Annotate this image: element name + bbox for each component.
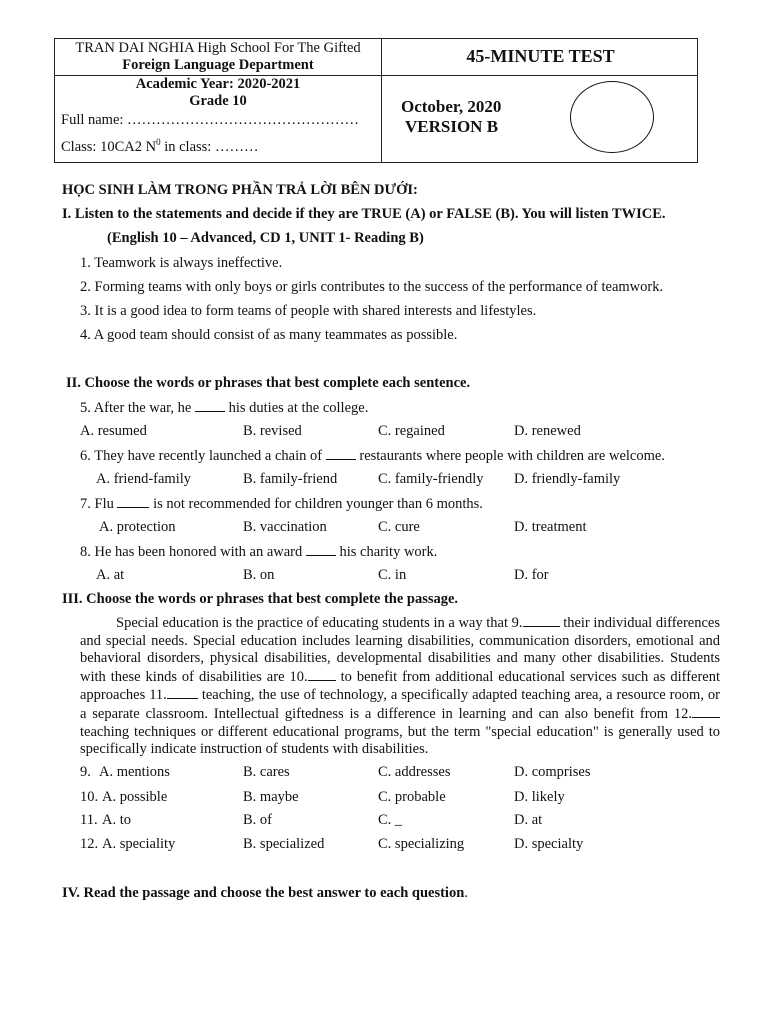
score-circle: [570, 81, 654, 153]
header-table: [54, 38, 698, 163]
question-8-tail: his charity work.: [335, 544, 438, 560]
q11-option-b: B. of: [243, 812, 272, 828]
section-3-heading: III. Choose the words or phrases that best complete the passage.: [62, 591, 459, 607]
statement-3: 3. It is a good idea to form teams of people with shared interests and lifestyles.: [80, 303, 537, 319]
q12-option-a: A. speciality: [102, 836, 176, 852]
q11-number: 11.: [80, 812, 98, 828]
passage-part-1: Special education is the practice of educating students in a way that 9.: [116, 615, 523, 631]
q9-option-c: C. addresses: [378, 764, 451, 780]
question-7: [80, 495, 483, 513]
q7-option-b: B. vaccination: [243, 519, 327, 535]
q10-option-b: B. maybe: [243, 789, 299, 805]
test-version: VERSION B: [405, 117, 499, 136]
section-4-heading-text: IV. Read the passage and choose the best answer to each question: [62, 885, 465, 901]
question-5-stem: 5. After the war, he: [80, 400, 195, 416]
q7-option-c: C. cure: [378, 519, 420, 535]
q9-option-d: D. comprises: [514, 764, 591, 780]
question-7-stem: 7. Flu: [80, 496, 118, 512]
school-name: TRAN DAI NGHIA High School For The Gifted: [75, 40, 361, 56]
q12-option-d: D. specialty: [514, 836, 584, 852]
question-6-tail: restaurants where people with children are welcome.: [355, 448, 665, 464]
grade-label: Grade 10: [189, 93, 247, 109]
section-1-source: (English 10 – Advanced, CD 1, UNIT 1- Reading B): [107, 230, 424, 246]
passage-blank-11: [167, 686, 198, 699]
answer-blank: [306, 543, 336, 556]
answer-blank: [326, 447, 356, 460]
section-4-heading: [62, 885, 468, 902]
test-date: October, 2020: [401, 97, 502, 116]
answer-blank: [195, 399, 225, 412]
q6-option-a: A. friend-family: [96, 471, 192, 487]
q8-option-c: C. in: [378, 567, 407, 583]
question-7-tail: is not recommended for children younger than 6 months.: [149, 496, 483, 512]
passage-blank-12: [692, 705, 720, 718]
statement-1: 1. Teamwork is always ineffective.: [80, 255, 283, 271]
q6-option-c: C. family-friendly: [378, 471, 484, 487]
q12-option-b: B. specialized: [243, 836, 325, 852]
q8-option-b: B. on: [243, 567, 275, 583]
q11-option-a: A. to: [102, 812, 131, 828]
q12-number: 12.: [80, 836, 99, 852]
academic-year: Academic Year: 2020-2021: [135, 76, 301, 92]
passage-part-4: teaching, the use of technology, a specifically adapted teaching area, a resource room, or a separate classroom. Intellectual giftedness is a difference in learning and can also benefit from 12.: [80, 687, 720, 722]
full-name-field: Full name: …………………………………………: [61, 112, 360, 128]
question-8-stem: 8. He has been honored with an award: [80, 544, 306, 560]
cloze-passage: [80, 614, 720, 759]
passage-part-3: to benefit from additional educational services such as different approaches 11.: [80, 668, 721, 704]
q11-option-c: C. _: [378, 812, 403, 828]
answer-blank: [117, 495, 149, 508]
section-2-heading: II. Choose the words or phrases that best complete each sentence.: [66, 375, 471, 391]
q10-option-d: D. likely: [514, 789, 565, 805]
class-prefix: Class: 10CA2 N: [61, 139, 157, 155]
instruction-heading: HỌC SINH LÀM TRONG PHẦN TRẢ LỜI BÊN DƯỚI:: [62, 182, 418, 198]
class-field: [61, 137, 258, 156]
q7-option-d: D. treatment: [514, 519, 587, 535]
passage-blank-9: [523, 614, 560, 627]
q10-option-c: C. probable: [378, 789, 446, 805]
question-5-tail: his duties at the college.: [224, 400, 369, 416]
q9-number: 9.: [80, 764, 91, 780]
class-superscript: 0: [156, 137, 161, 147]
q5-option-b: B. revised: [243, 423, 302, 439]
q8-option-a: A. at: [96, 567, 125, 583]
q5-option-c: C. regained: [378, 423, 445, 439]
statement-2: 2. Forming teams with only boys or girls contributes to the success of the performance of teamwork.: [80, 279, 664, 295]
department-name: Foreign Language Department: [122, 57, 314, 73]
q8-option-d: D. for: [514, 567, 549, 583]
test-title: 45-MINUTE TEST: [466, 46, 615, 66]
statement-4: 4. A good team should consist of as many teammates as possible.: [80, 327, 458, 343]
q6-option-b: B. family-friend: [243, 471, 338, 487]
question-6-stem: 6. They have recently launched a chain of: [80, 448, 326, 464]
question-5: [80, 399, 368, 417]
q9-option-b: B. cares: [243, 764, 290, 780]
passage-blank-10: [308, 668, 336, 681]
question-6: [80, 447, 665, 465]
class-suffix: in class: ………: [160, 139, 259, 155]
section-4-heading-period: .: [464, 885, 468, 901]
q9-option-a: A. mentions: [99, 764, 170, 780]
q10-option-a: A. possible: [102, 789, 168, 805]
q10-number: 10.: [80, 789, 99, 805]
q11-option-d: D. at: [514, 812, 543, 828]
passage-part-5: teaching techniques or different educational programs, but the term "special education" is generally used to specifically indicate instruction of students with disabilities.: [80, 723, 720, 758]
q7-option-a: A. protection: [99, 519, 176, 535]
q12-option-c: C. specializing: [378, 836, 465, 852]
question-8: [80, 543, 437, 561]
q5-option-d: D. renewed: [514, 423, 581, 439]
section-1-heading: I. Listen to the statements and decide if they are TRUE (A) or FALSE (B). You will listen TWICE.: [62, 206, 666, 222]
q6-option-d: D. friendly-family: [514, 471, 621, 487]
passage-part-2: their individual differences and special needs. Special education includes learning disabilities, communication disorders, emotional and behavioral disorders, physical disabilities, developmental disabilities and many other disabilities. Students with these kinds of disabilities are 10.: [80, 615, 720, 685]
q5-option-a: A. resumed: [80, 423, 147, 439]
